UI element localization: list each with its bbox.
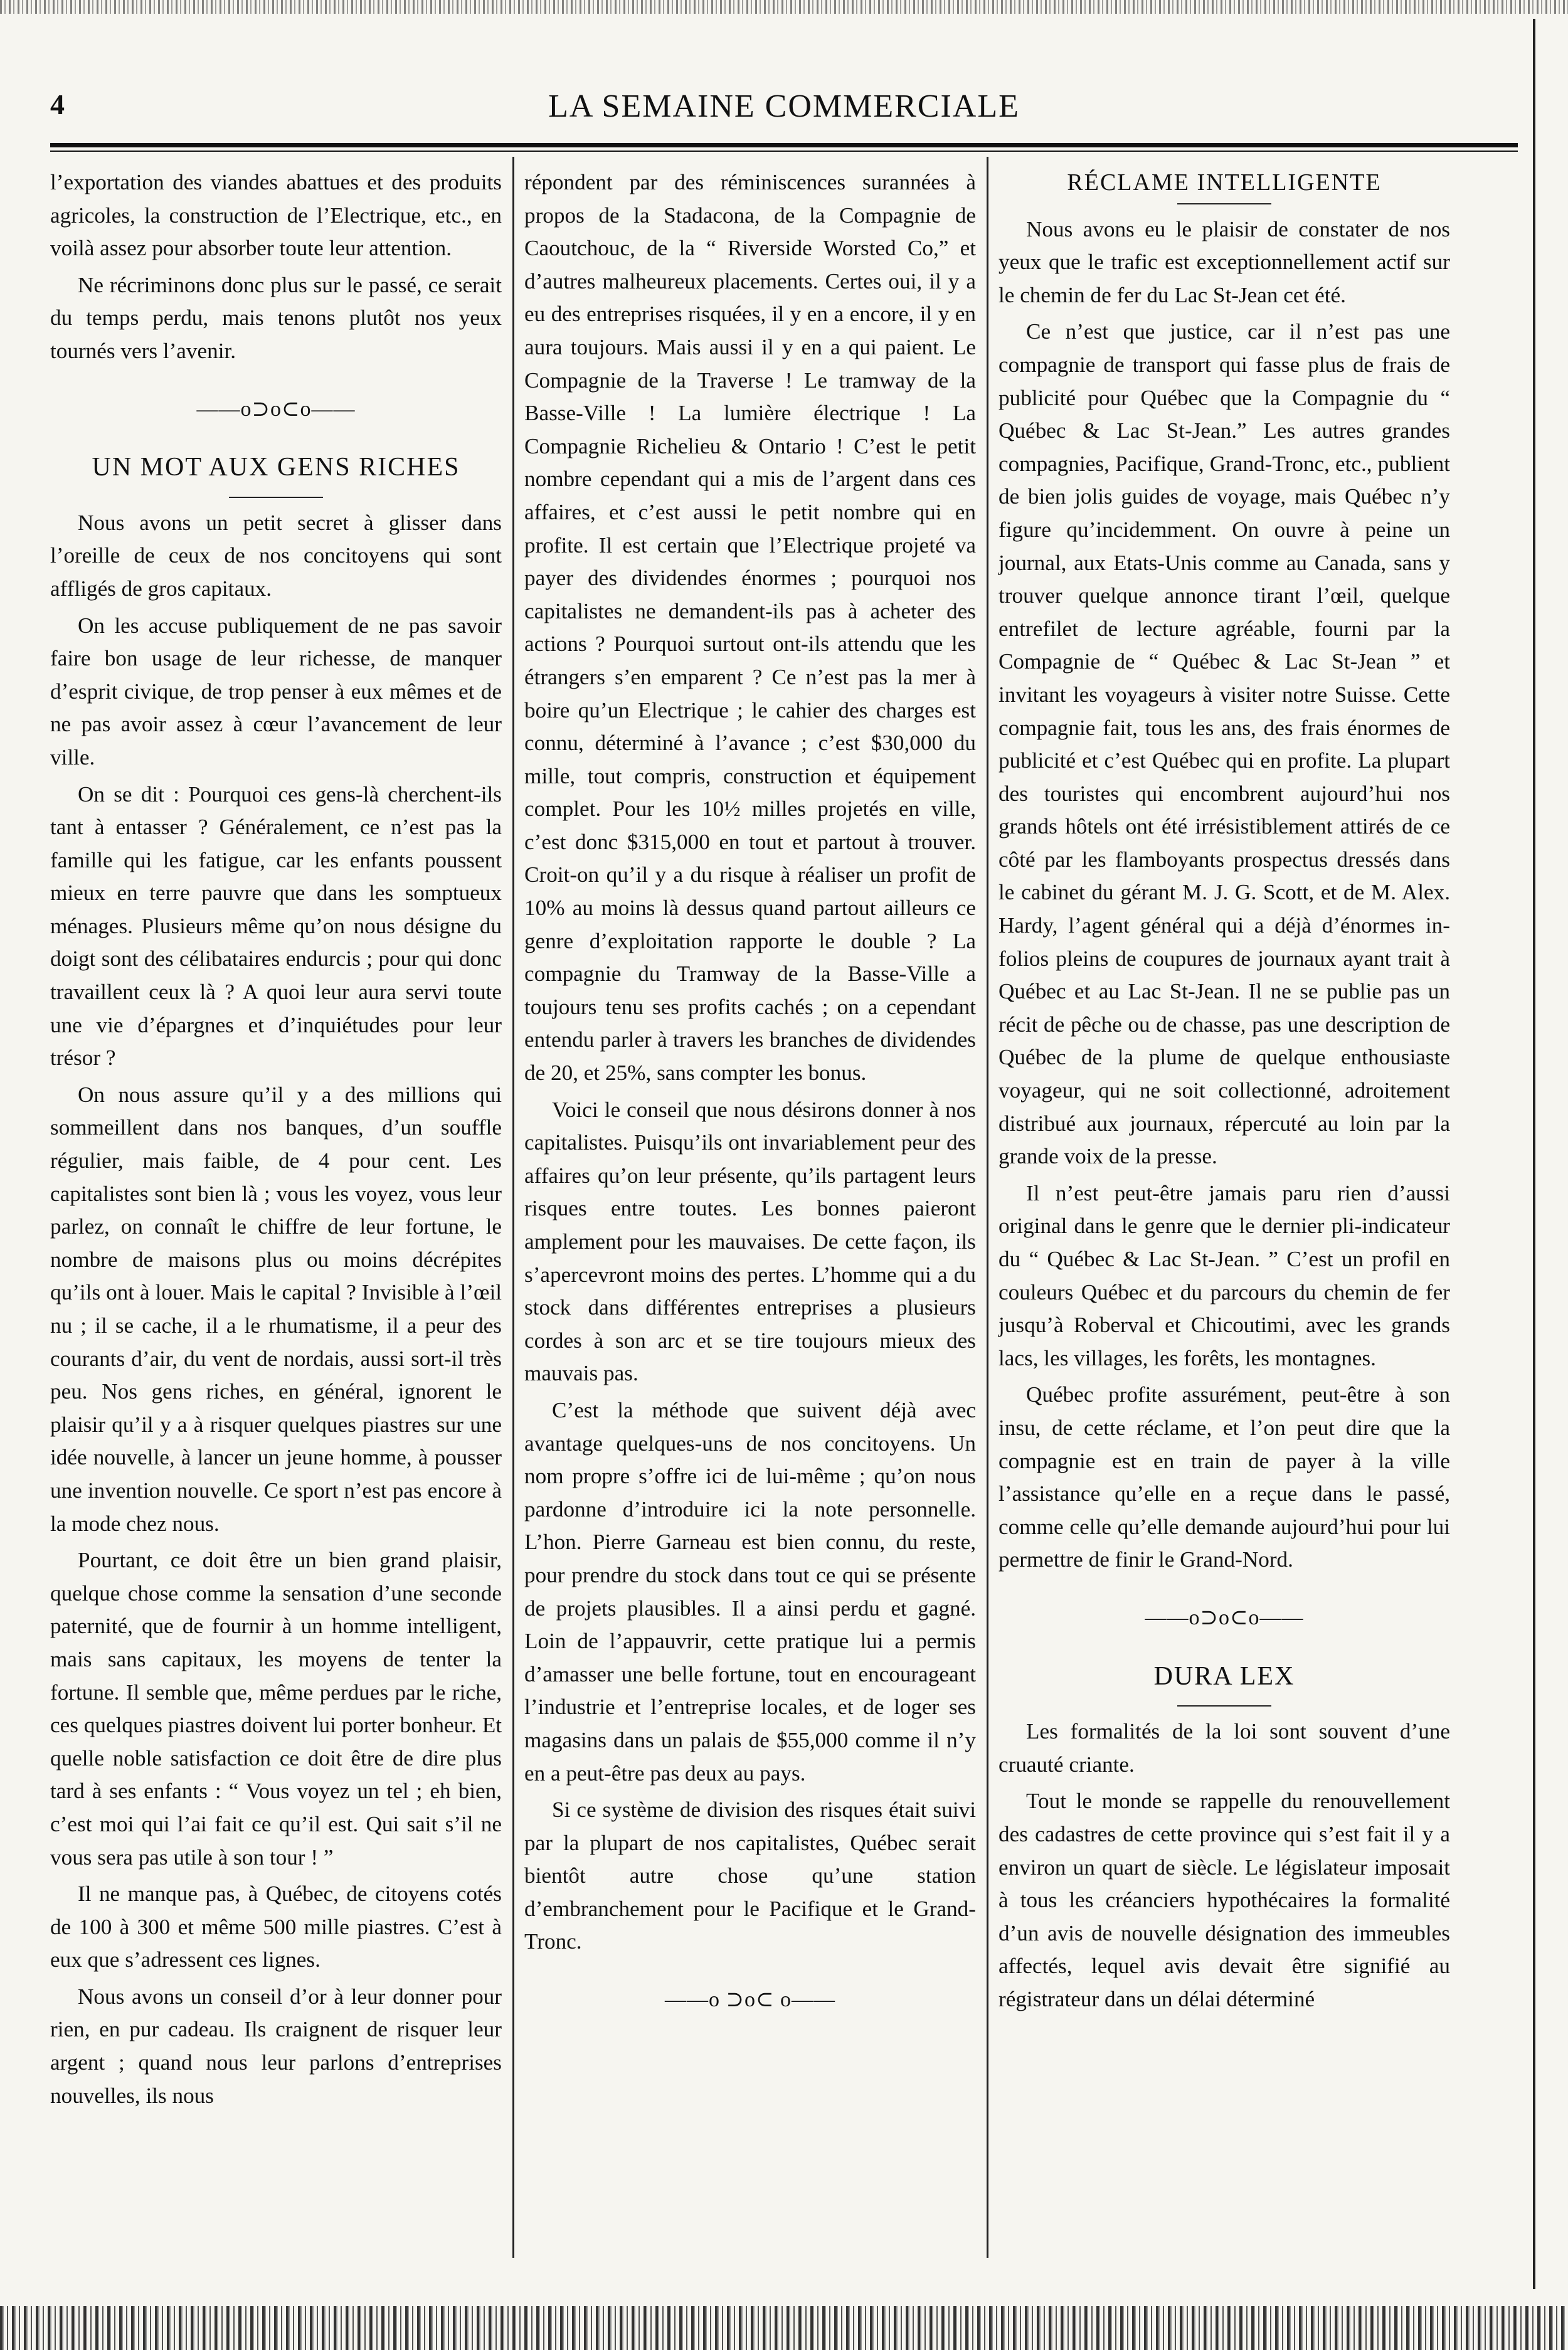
paragraph: Ce n’est que justice, car il n’est pas une compagnie de transport qui fasse plus de frais de publicité pour Québec que la Compagnie du “ Québec & Lac St-Jean.” Les autres grandes compagnies, Pacifique, Grand-Tronc, etc., publient de bien jolis guides de voyage, mais Québec n’y figure qu’incidemment. On ouvre à peine un journal, aux Etats-Unis comme au Canada, sans y trouver quelque annonce tirant l’œil, quelque entrefilet de lecture agréable, fourni par la Compagnie de “ Québec & Lac St-Jean ” et invitant les voyageurs à visiter notre Suisse. Cette compagnie fait, tous les ans, des frais énormes de publicité et c’est Québec qui en profite. La plupart des touristes qui encombrent aujourd’hui nos grands hôtels ont été irrésistiblement attirés de ce côté par les flamboyants prospectus dressés dans le cabinet du gérant M. J. G. Scott, et de M. Alex. Hardy, l’agent général qui a déjà d’énormes in-folios pleins de coupures de journaux ayant trait à Québec et au Lac St-Jean. Il ne se publie pas un récit de pêche ou de chasse, pas une description de Québec de la plume de quelque enthousiaste voyageur, qui ne soit collectionné, adroitement distribué aux journaux, répercuté au loin par la grande voix de la presse. xyxy=(999,319,1450,1169)
title-underline xyxy=(1177,1705,1271,1707)
paragraph: C’est la méthode que suivent déjà avec avantage quelques-uns de nos concitoyens. Un nom propre s’offre ici de lui-même ; qu’on nous pardonne d’introduire ici la note personnelle. L’hon. Pierre Garneau est bien connu, du reste, pour prendre du stock dans tout ce qui se présente de projets plausibles. Il a ainsi perdu et gagné. Loin de l’appauvrir, cette pratique lui a permis d’amasser une belle fortune, tout en encourageant l’industrie et l’entreprise locales, et de loger ses magasins dans un palais de $55,000 comme il n’y en a peut-être pas deux au pays. xyxy=(524,1397,976,1786)
title-underline xyxy=(1177,203,1271,204)
column-1 xyxy=(50,166,502,2116)
paragraph: répondent par des réminiscences surannées à propos de la Stadacona, de la Compagnie de Caoutchouc, de la “ Riverside Worsted Co,” et d’autres malheureux placements. Certes oui, il y a eu des entreprises risquées, il y en a encore, il y en aura toujours. Mais aussi il y en a qui paient. Le Compagnie de la Traverse ! Le tramway de la Basse-Ville ! La lumière électrique ! La Compagnie Richelieu & Ontario ! C’est le petit nombre cependant qui a mis de l’argent dans ces affaires, et c’est aussi le petit nombre qui en profite. Il est certain que l’Electrique projeté va payer des dividendes énormes ; pourquoi nos capitalistes ne demandent-ils pas à acheter des actions ? Pourquoi surtout ont-ils attendu que les étrangers s’en emparent ? Ce n’est pas la mer à boire qu’un Electrique ; le cahier des charges est connu, déterminé à l’avance ; c’est $30,000 du mille, tout compris, construction et équipement complet. Pour les 10½ milles projetés en ville, c’est donc $315,000 en tout et partout à trouver. Croit-on qu’il y a du risque à réaliser un profit de 10% au moins là dessus quand partout ailleurs ce genre d’exploitation rapporte le double ? La compagnie du Tramway de la Basse-Ville a toujours tenu ses profits cachés ; on a cependant entendu parler à travers les branches de dividendes de 20, et 25%, sans compter les bonus. xyxy=(524,170,976,1086)
paragraph: Nous avons eu le plaisir de constater de nos yeux que le trafic est exceptionnellement actif sur le chemin de fer du Lac St-Jean cet été. xyxy=(999,216,1450,307)
header-rule-thin xyxy=(50,151,1518,152)
masthead-title: LA SEMAINE COMMERCIALE xyxy=(548,88,1020,124)
newspaper-page xyxy=(50,0,1518,2350)
paragraph: On nous assure qu’il y a des millions qui sommeillent dans nos banques, d’un souffle régulier, mais faible, de 4 pour cent. Les capitalistes sont bien là ; vous les voyez, vous leur parlez, on connaît le chiffre de leur fortune, le nombre de maisons plus ou moins décrépites qu’ils ont à louer. Mais le capital ? Invisible à l’œil nu ; il se cache, il a le rhumatisme, il a peur des courants d’air, du vent de nordais, aussi sort-il très peu. Nos gens riches, en général, ignorent le plaisir qu’il y a à risquer quelques piastres sur une idée nouvelle, à lancer un jeune homme, à pousser une invention nouvelle. Ce sport n’est pas encore à la mode chez nous. xyxy=(50,1082,502,1536)
paragraph: Ne récriminons donc plus sur le passé, ce serait du temps perdu, mais tenons plutôt nos yeux tournés vers l’avenir. xyxy=(50,272,502,363)
section-ornament: ——o ⊃o⊂ o—— xyxy=(665,1988,835,2012)
article-title: RÉCLAME INTELLIGENTE xyxy=(1067,169,1382,196)
article-title: UN MOT AUX GENS RICHES xyxy=(92,453,460,482)
paragraph: On se dit : Pourquoi ces gens-là cherchent-ils tant à entasser ? Généralement, ce n’est pas la famille qui les fatigue, car les enfants poussent mieux en terre pauvre que dans les somptueux ménages. Plusieurs même qu’on nous désigne du doigt sont des célibataires endurcis ; pour qui donc travaillent ceux là ? A quoi leur aura servi toute une vie d’épargnes et d’inquiétudes pour leur trésor ? xyxy=(50,781,502,1071)
paragraph: Tout le monde se rappelle du renouvellement des cadastres de cette province qui s’est fait il y a environ un quart de siècle. Le législateur imposait à tous les créanciers hypothécaires la formalité d’un avis de nouvelle désignation des immeubles affectés, lequel avis devait être signifié au régistrateur dans un délai déterminé xyxy=(999,1789,1450,2011)
section-ornament: ——o⊃o⊂o—— xyxy=(1145,1606,1304,1629)
paragraph: Nous avons un conseil d’or à leur donner pour rien, en pur cadeau. Ils craignent de risquer leur argent ; quand nous leur parlons d’entreprises nouvelles, ils nous xyxy=(50,1984,502,2108)
column-divider-1 xyxy=(512,157,514,2258)
title-underline xyxy=(229,497,323,498)
section-ornament: ——o⊃o⊂o—— xyxy=(196,397,356,421)
paragraph: On les accuse publiquement de ne pas savoir faire bon usage de leur richesse, de manquer d’esprit civique, de trop penser à eux mêmes et de ne pas avoir assez à cœur l’avancement de leur ville. xyxy=(50,613,502,770)
paragraph: Québec profite assurément, peut-être à son insu, de cette réclame, et l’on peut dire que la compagnie est en train de payer à la ville l’assistance qu’elle en a reçue dans le passé, comme celle qu’elle demande aujourd’hui pour lui permettre de finir le Grand-Nord. xyxy=(999,1382,1450,1572)
scan-bottom-edge xyxy=(0,2306,1568,2350)
paragraph: Il ne manque pas, à Québec, de citoyens cotés de 100 à 300 et même 500 mille piastres. C’est à eux que s’adressent ces lignes. xyxy=(50,1882,502,1972)
paragraph: Pourtant, ce doit être un bien grand plaisir, quelque chose comme la sensation d’une seconde paternité, que de fournir à un homme intelligent, mais sans capitaux, les moyens de tenter la fortune. Il semble que, même perdues par le riche, ces quelques piastres doivent lui porter bonheur. Et quelle noble satisfaction ce doit être de dire plus tard à ses enfants : “ Vous voyez un tel ; eh bien, c’est moi qui l’ai fait ce qu’il est. Qui sait s’il ne vous sera pas utile à son tour ! ” xyxy=(50,1548,502,1870)
paragraph: l’exportation des viandes abattues et des produits agricoles, la construction de l’Electrique, etc., en voilà assez pour absorber toute leur attention. xyxy=(50,170,502,261)
page-number: 4 xyxy=(50,88,65,120)
paragraph: Voici le conseil que nous désirons donner à nos capitalistes. Puisqu’ils ont invariablement peur des affaires qu’on leur présente, qu’ils partagent leurs risques entre toutes. Les bonnes paieront amplement pour les mauvaises. De cette façon, ils s’apercevront moins des pertes. L’homme qui a du stock dans différentes entreprises a plusieurs cordes à son arc et se tire toujours mieux des mauvais pas. xyxy=(524,1097,976,1386)
paragraph: Il n’est peut-être jamais paru rien d’aussi original dans le genre que le dernier pli-indicateur du “ Québec & Lac St-Jean. ” C’est un profil en couleurs Québec et du parcours du chemin de fer jusqu’à Roberval et Chicoutimi, avec les grands lacs, les villages, les forêts, les montagnes. xyxy=(999,1180,1450,1370)
paragraph: Nous avons un petit secret à glisser dans l’oreille de ceux de nos concitoyens qui sont affligés de gros capitaux. xyxy=(50,510,502,601)
binding-edge-rule xyxy=(1533,19,1535,2289)
paragraph: Les formalités de la loi sont souvent d’une cruauté criante. xyxy=(999,1719,1450,1777)
header-rule-thick xyxy=(50,143,1518,147)
column-2 xyxy=(524,166,976,2042)
column-3 xyxy=(999,166,1450,2019)
column-divider-2 xyxy=(987,157,988,2258)
article-title: DURA LEX xyxy=(1153,1661,1295,1691)
page-header xyxy=(50,88,1518,138)
paragraph: Si ce système de division des risques était suivi par la plupart de nos capitalistes, Québec serait bientôt autre chose qu’une station d’embranchement pour le Pacifique et le Grand-Tronc. xyxy=(524,1797,976,1954)
